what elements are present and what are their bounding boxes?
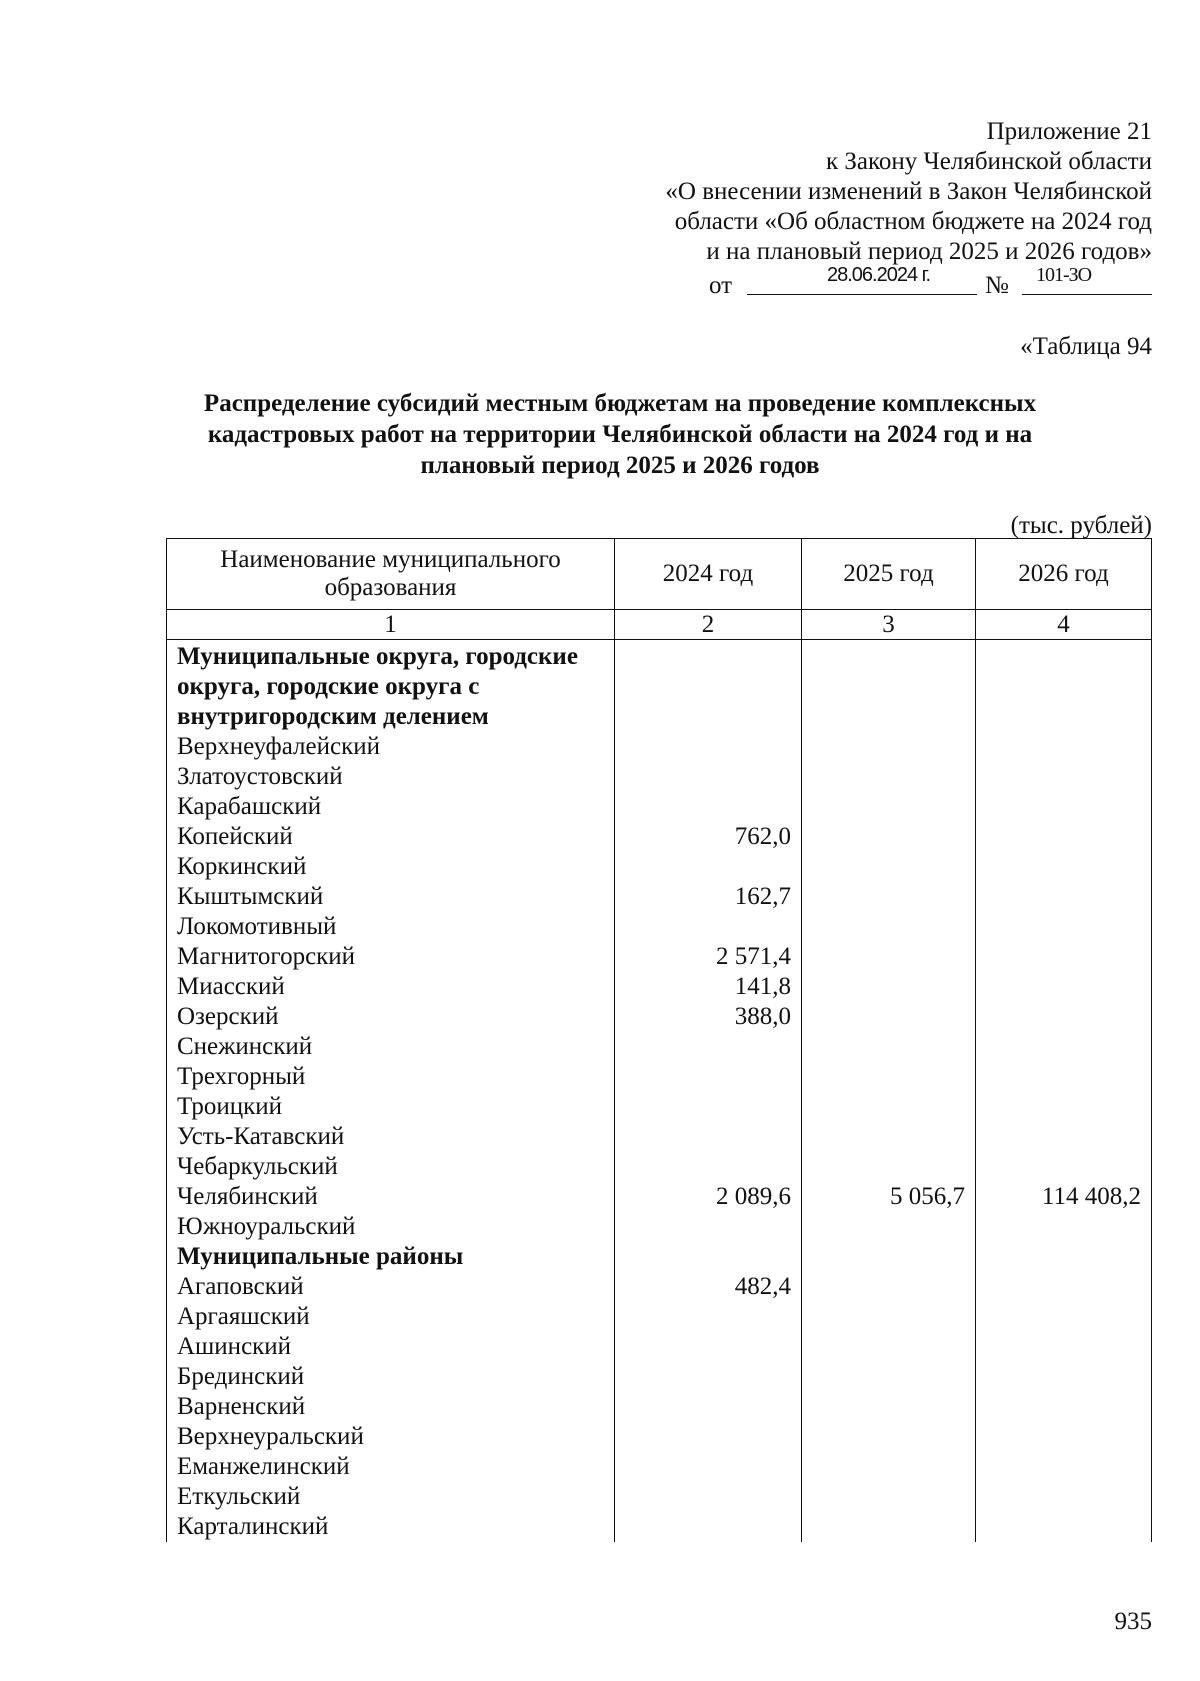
table-row [167, 732, 1152, 762]
value-2026-cell [976, 1482, 1152, 1512]
value-2026-cell [976, 912, 1152, 942]
value-2025-cell [802, 1512, 976, 1542]
value-2025-cell [802, 1002, 976, 1032]
header-2026: 2026 год [976, 539, 1152, 610]
table-row [167, 1152, 1152, 1182]
units-label: (тыс. рублей) [1010, 512, 1152, 539]
value-2025-cell [802, 762, 976, 792]
municipality-name-cell: Карталинский [167, 1512, 615, 1542]
municipality-name-cell: Варненский [167, 1392, 615, 1422]
value-2025-cell [802, 912, 976, 942]
page-number: 935 [1114, 1608, 1152, 1635]
table-row [167, 972, 1152, 1002]
municipality-name-cell: Чебаркульский [167, 1152, 615, 1182]
table-row [167, 1182, 1152, 1212]
municipality-name-cell: Южноуральский [167, 1212, 615, 1242]
column-number: 4 [976, 610, 1152, 640]
value-2025-cell [802, 1092, 976, 1122]
municipality-name-cell: Локомотивный [167, 912, 615, 942]
value-2025-cell [802, 792, 976, 822]
value-2026-cell [976, 1302, 1152, 1332]
header-2025: 2025 год [802, 539, 976, 610]
municipality-name-cell: Муниципальные районы [167, 1242, 615, 1272]
value-2025-cell [802, 640, 976, 733]
value-2026-cell: 114 408,2 [976, 1182, 1152, 1212]
value-2026-cell [976, 1272, 1152, 1302]
table-row [167, 1092, 1152, 1122]
value-2024-cell: 762,0 [615, 822, 802, 852]
table-row [167, 762, 1152, 792]
municipality-name-cell: Магнитогорский [167, 942, 615, 972]
table-row [167, 1062, 1152, 1092]
value-2026-cell [976, 1392, 1152, 1422]
column-number: 2 [615, 610, 802, 640]
value-2024-cell [615, 1362, 802, 1392]
value-2024-cell: 388,0 [615, 1002, 802, 1032]
table-row [167, 1302, 1152, 1332]
table-row [167, 1212, 1152, 1242]
value-2026-cell [976, 972, 1152, 1002]
value-2026-cell [976, 1062, 1152, 1092]
value-2025-cell [802, 822, 976, 852]
municipality-name-cell: Снежинский [167, 1032, 615, 1062]
table-row [167, 942, 1152, 972]
value-2026-cell [976, 1242, 1152, 1272]
municipality-name-cell: Еткульский [167, 1482, 615, 1512]
value-2026-cell [976, 942, 1152, 972]
law-number: 101-ЗО [1036, 264, 1092, 286]
value-2026-cell [976, 1092, 1152, 1122]
value-2024-cell: 2 089,6 [615, 1182, 802, 1212]
column-number: 3 [802, 610, 976, 640]
value-2026-cell [976, 852, 1152, 882]
value-2024-cell [615, 852, 802, 882]
table-row [167, 1002, 1152, 1032]
header-2024: 2024 год [615, 539, 802, 610]
municipality-name-cell: Еманжелинский [167, 1452, 615, 1482]
value-2024-cell [615, 1032, 802, 1062]
value-2024-cell: 141,8 [615, 972, 802, 1002]
value-2026-cell [976, 1332, 1152, 1362]
value-2025-cell [802, 1452, 976, 1482]
value-2026-cell [976, 762, 1152, 792]
table-header-row [167, 539, 1152, 610]
value-2024-cell [615, 1332, 802, 1362]
value-2025-cell [802, 1272, 976, 1302]
municipality-name-cell: Брединский [167, 1362, 615, 1392]
table-row [167, 792, 1152, 822]
value-2024-cell [615, 792, 802, 822]
value-2026-cell [976, 792, 1152, 822]
law-signature-row [592, 264, 1152, 299]
table-row [167, 1512, 1152, 1542]
table-row [167, 1362, 1152, 1392]
table-group-row [167, 1242, 1152, 1272]
table-group-row [167, 640, 1152, 733]
municipality-name-cell: Агаповский [167, 1272, 615, 1302]
table-row [167, 1482, 1152, 1512]
value-2024-cell [615, 1152, 802, 1182]
table-row [167, 1122, 1152, 1152]
value-2026-cell [976, 1452, 1152, 1482]
value-2025-cell: 5 056,7 [802, 1182, 976, 1212]
table-row [167, 1392, 1152, 1422]
municipality-name-cell: Троицкий [167, 1092, 615, 1122]
value-2026-cell [976, 882, 1152, 912]
value-2024-cell [615, 1062, 802, 1092]
value-2024-cell [615, 1242, 802, 1272]
date-underline [747, 294, 977, 295]
municipality-name-cell: Трехгорный [167, 1062, 615, 1092]
municipality-name-cell: Челябинский [167, 1182, 615, 1212]
municipality-name-cell: Копейский [167, 822, 615, 852]
value-2024-cell [615, 640, 802, 733]
value-2025-cell [802, 1152, 976, 1182]
value-2026-cell [976, 732, 1152, 762]
document-title: Распределение субсидий местным бюджетам на проведение комплексных кадастровых работ на территории Челябинской области на 2024 год и на плановый период 2025 и 2026 годов [203, 390, 1037, 479]
value-2024-cell [615, 1482, 802, 1512]
municipality-name-cell: Муниципальные округа, городские округа, городские округа с внутригородским делением [167, 640, 615, 733]
value-2024-cell [615, 1422, 802, 1452]
subsidy-table-container [166, 538, 1151, 1542]
value-2025-cell [802, 882, 976, 912]
value-2025-cell [802, 1212, 976, 1242]
municipality-name-cell: Златоустовский [167, 762, 615, 792]
value-2026-cell [976, 1212, 1152, 1242]
table-row [167, 852, 1152, 882]
value-2026-cell [976, 1152, 1152, 1182]
value-2024-cell [615, 1212, 802, 1242]
value-2025-cell [802, 1062, 976, 1092]
column-number: 1 [167, 610, 615, 640]
value-2024-cell [615, 912, 802, 942]
value-2024-cell: 2 571,4 [615, 942, 802, 972]
value-2026-cell [976, 1362, 1152, 1392]
value-2025-cell [802, 1392, 976, 1422]
value-2025-cell [802, 1362, 976, 1392]
value-2025-cell [802, 1122, 976, 1152]
value-2024-cell [615, 1512, 802, 1542]
number-label: № [985, 272, 1009, 299]
value-2026-cell [976, 1002, 1152, 1032]
value-2026-cell [976, 640, 1152, 733]
value-2025-cell [802, 1032, 976, 1062]
value-2024-cell [615, 762, 802, 792]
table-row [167, 822, 1152, 852]
table-row [167, 1452, 1152, 1482]
municipality-name-cell: Верхнеуфалейский [167, 732, 615, 762]
municipality-name-cell: Усть-Катавский [167, 1122, 615, 1152]
table-label: «Таблица 94 [1020, 333, 1152, 360]
municipality-name-cell: Карабашский [167, 792, 615, 822]
value-2024-cell [615, 1392, 802, 1422]
value-2025-cell [802, 732, 976, 762]
column-number-row [167, 610, 1152, 640]
municipality-name-cell: Аргаяшский [167, 1302, 615, 1332]
value-2024-cell [615, 1302, 802, 1332]
municipality-name-cell: Ашинский [167, 1332, 615, 1362]
value-2025-cell [802, 1482, 976, 1512]
date-label: от [709, 272, 733, 299]
table-row [167, 1332, 1152, 1362]
appendix-line: области «Об областном бюджете на 2024 год [674, 208, 1152, 235]
law-date: 28.06.2024 г. [827, 264, 931, 286]
municipality-name-cell: Коркинский [167, 852, 615, 882]
value-2024-cell [615, 1452, 802, 1482]
value-2025-cell [802, 1302, 976, 1332]
value-2024-cell [615, 732, 802, 762]
number-underline [1022, 294, 1152, 295]
value-2026-cell [976, 1032, 1152, 1062]
table-row [167, 1272, 1152, 1302]
municipality-name-cell: Верхнеуральский [167, 1422, 615, 1452]
value-2024-cell: 162,7 [615, 882, 802, 912]
table-row [167, 882, 1152, 912]
appendix-line: Приложение 21 [986, 118, 1152, 145]
value-2025-cell [802, 972, 976, 1002]
municipality-name-cell: Кыштымский [167, 882, 615, 912]
value-2025-cell [802, 942, 976, 972]
municipality-name-cell: Озерский [167, 1002, 615, 1032]
appendix-header [592, 117, 1152, 267]
value-2025-cell [802, 1242, 976, 1272]
value-2026-cell [976, 1122, 1152, 1152]
header-municipality: Наименование муниципального образования [167, 539, 615, 610]
value-2026-cell [976, 822, 1152, 852]
value-2024-cell [615, 1092, 802, 1122]
value-2026-cell [976, 1512, 1152, 1542]
value-2025-cell [802, 1332, 976, 1362]
table-body [167, 640, 1152, 1543]
appendix-line: «О внесении изменений в Закон Челябинской [665, 178, 1152, 205]
table-row [167, 912, 1152, 942]
subsidy-table [166, 538, 1152, 1542]
value-2024-cell [615, 1122, 802, 1152]
value-2025-cell [802, 1422, 976, 1452]
table-row [167, 1422, 1152, 1452]
appendix-line: и на плановый период 2025 и 2026 годов» [706, 238, 1152, 265]
appendix-line: к Закону Челябинской области [826, 148, 1152, 175]
value-2025-cell [802, 852, 976, 882]
table-row [167, 1032, 1152, 1062]
value-2026-cell [976, 1422, 1152, 1452]
municipality-name-cell: Миасский [167, 972, 615, 1002]
value-2024-cell: 482,4 [615, 1272, 802, 1302]
